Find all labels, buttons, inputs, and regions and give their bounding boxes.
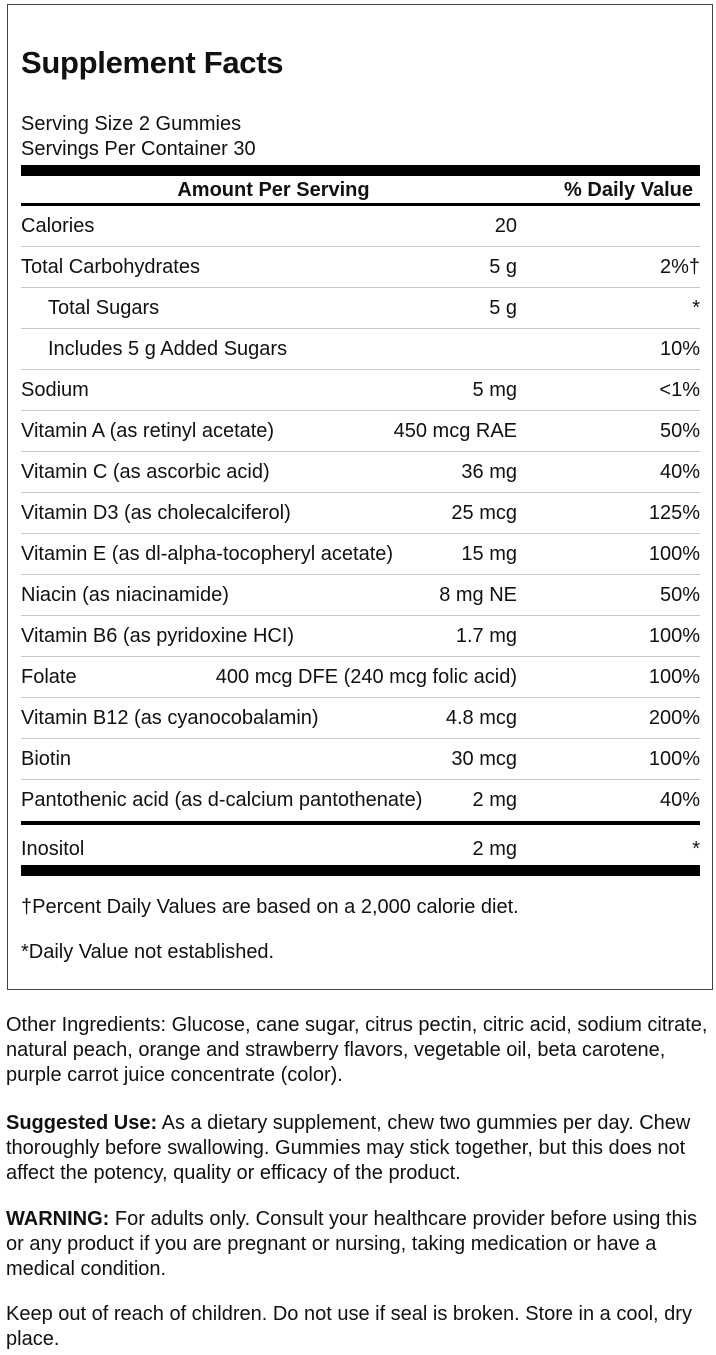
footnote-not-established: *Daily Value not established. — [21, 941, 275, 963]
header-amount-per-serving: Amount Per Serving — [177, 179, 370, 201]
table-row — [21, 411, 700, 452]
table-row — [21, 698, 700, 739]
nutrient-daily-value: <1% — [659, 379, 700, 401]
bottom-thick-divider — [21, 865, 700, 876]
nutrient-daily-value: 50% — [659, 420, 700, 442]
suggested-use-label: Suggested Use: — [6, 1112, 158, 1134]
nutrient-daily-value: * — [692, 838, 700, 860]
panel-title: Supplement Facts — [21, 45, 284, 80]
servings-per-container: Servings Per Container 30 — [21, 138, 256, 160]
nutrient-amount: 20 — [494, 215, 517, 237]
nutrient-name: Sodium — [21, 379, 89, 401]
nutrient-name: Total Carbohydrates — [21, 256, 200, 278]
nutrient-amount: 400 mcg DFE (240 mcg folic acid) — [215, 666, 517, 688]
table-row — [21, 493, 700, 534]
table-row — [21, 739, 700, 780]
nutrient-daily-value: 100% — [648, 748, 700, 770]
nutrient-amount: 30 mcg — [451, 748, 517, 770]
suggested-use — [6, 1111, 712, 1186]
warning — [6, 1207, 712, 1282]
nutrient-amount: 4.8 mcg — [445, 707, 517, 729]
nutrient-name: Folate — [21, 666, 77, 688]
nutrient-amount: 36 mg — [461, 461, 517, 483]
nutrient-daily-value: * — [692, 297, 700, 319]
warning-text: For adults only. Consult your healthcare provider before using this or any product if you are pregnant or nursing, taking medication or have a medical condition. — [6, 1208, 698, 1280]
nutrient-amount: 8 mg NE — [439, 584, 517, 606]
table-row — [21, 329, 700, 370]
nutrient-daily-value: 40% — [659, 461, 700, 483]
nutrient-name: Vitamin A (as retinyl acetate) — [21, 420, 275, 442]
table-row — [21, 288, 700, 329]
nutrient-name: Pantothenic acid (as d-calcium pantothenate) — [21, 789, 423, 811]
nutrient-name: Total Sugars — [48, 297, 160, 319]
nutrient-amount: 15 mg — [461, 543, 517, 565]
warning-label: WARNING: — [6, 1208, 110, 1230]
nutrient-amount: 25 mcg — [451, 502, 517, 524]
nutrient-name: Vitamin D3 (as cholecalciferol) — [21, 502, 291, 524]
table-row — [21, 534, 700, 575]
nutrient-name: Calories — [21, 215, 95, 237]
table-header — [21, 177, 700, 203]
nutrient-amount: 5 g — [489, 256, 517, 278]
nutrient-amount: 1.7 mg — [455, 625, 517, 647]
nutrient-daily-value: 50% — [659, 584, 700, 606]
serving-size: Serving Size 2 Gummies — [21, 113, 242, 135]
nutrient-daily-value: 40% — [659, 789, 700, 811]
nutrient-name: Includes 5 g Added Sugars — [48, 338, 288, 360]
nutrient-amount: 450 mcg RAE — [393, 420, 517, 442]
nutrient-daily-value: 125% — [648, 502, 700, 524]
nutrient-name: Vitamin B6 (as pyridoxine HCI) — [21, 625, 295, 647]
footnote-daily-value: †Percent Daily Values are based on a 2,000 calorie diet. — [21, 896, 519, 918]
nutrient-name: Vitamin B12 (as cyanocobalamin) — [21, 707, 319, 729]
nutrient-name: Vitamin C (as ascorbic acid) — [21, 461, 270, 483]
nutrient-daily-value: 100% — [648, 625, 700, 647]
table-row — [21, 247, 700, 288]
nutrient-name: Vitamin E (as dl-alpha-tocopheryl acetate) — [21, 543, 394, 565]
table-row — [21, 780, 700, 821]
nutrient-daily-value: 100% — [648, 543, 700, 565]
nutrient-daily-value: 10% — [659, 338, 700, 360]
nutrient-daily-value: 200% — [648, 707, 700, 729]
table-row — [21, 575, 700, 616]
header-daily-value: % Daily Value — [564, 179, 693, 201]
nutrient-name: Niacin (as niacinamide) — [21, 584, 229, 606]
table-row — [21, 206, 700, 247]
storage-instructions: Keep out of reach of children. Do not use if seal is broken. Store in a cool, dry place. — [6, 1303, 692, 1350]
table-row — [21, 657, 700, 698]
nutrient-daily-value: 2%† — [659, 256, 700, 278]
nutrient-name: Inositol — [21, 838, 85, 860]
table-row — [21, 370, 700, 411]
table-row — [21, 616, 700, 657]
supplement-facts-panel — [7, 4, 713, 990]
nutrient-amount: 2 mg — [472, 838, 517, 860]
top-thick-divider — [21, 165, 700, 176]
nutrient-daily-value: 100% — [648, 666, 700, 688]
section-divider — [21, 821, 700, 825]
table-row — [21, 452, 700, 493]
other-ingredients: Other Ingredients: Glucose, cane sugar, citrus pectin, citric acid, sodium citrate, natural peach, orange and strawberry flavors, vegetable oil, beta carotene, purple carrot juice concentrate (color). — [6, 1014, 708, 1086]
nutrient-amount: 5 mg — [472, 379, 517, 401]
suggested-use-text: As a dietary supplement, chew two gummies per day. Chew thoroughly before swallowing. Gummies may stick together, but this does not affect the potency, quality or efficacy of the product. — [6, 1112, 691, 1184]
nutrient-amount: 2 mg — [472, 789, 517, 811]
nutrient-name: Biotin — [21, 748, 72, 770]
nutrient-table — [21, 206, 700, 821]
nutrient-amount: 5 g — [489, 297, 517, 319]
